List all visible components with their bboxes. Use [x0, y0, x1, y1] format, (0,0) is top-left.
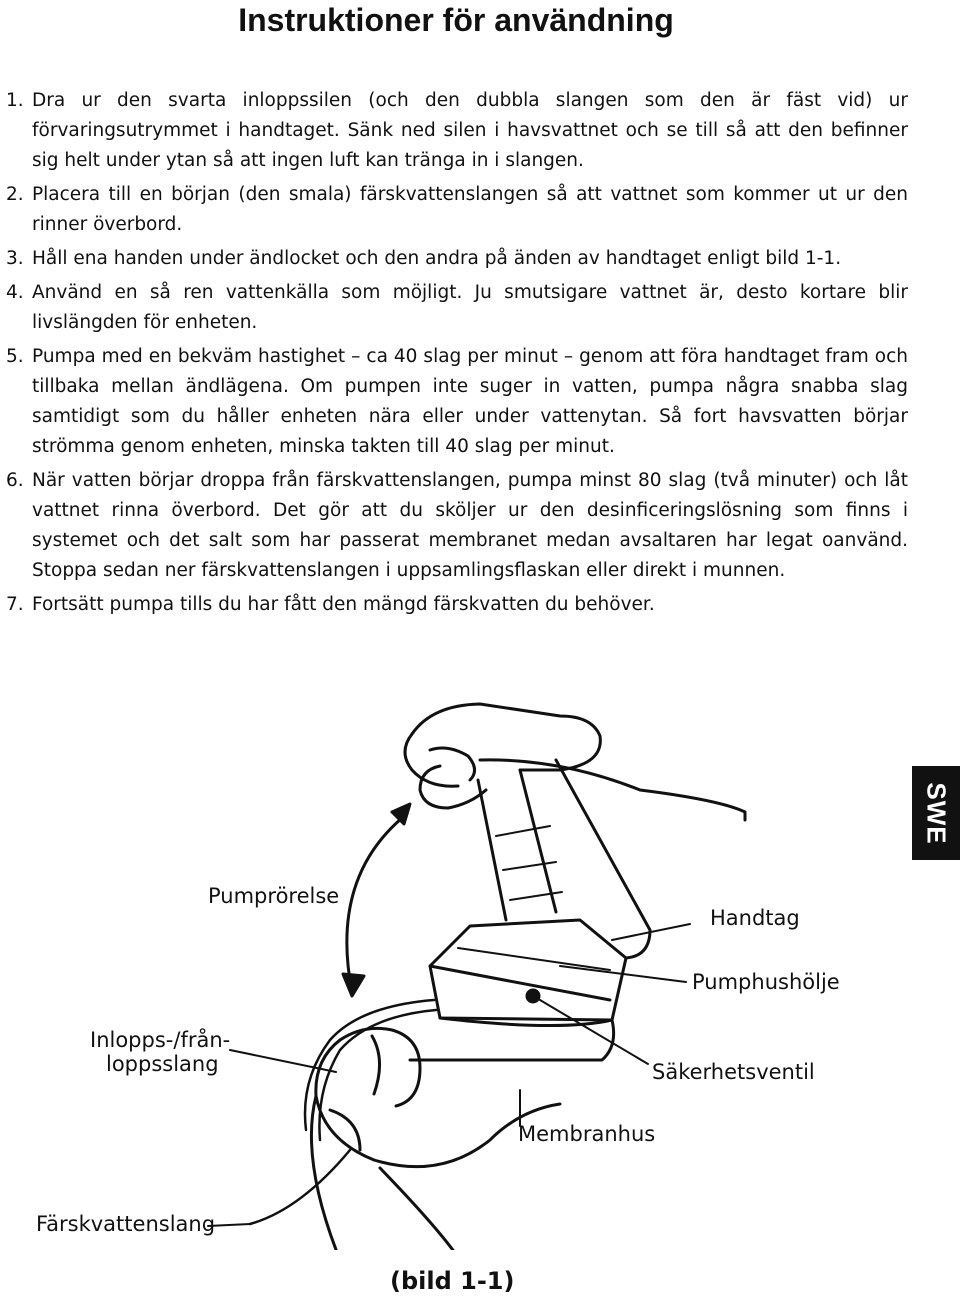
step-number: 7.	[6, 594, 24, 615]
step-text: Dra ur den svarta inloppssilen (och den dubbla slangen som den är fäst vid) ur förvaringsutrymmet i handtaget. Sänk ned silen i havsvattnet och se till så att den befinner sig helt under ytan så att ingen luft kan tränga in i slangen.	[32, 90, 908, 171]
figure-caption: (bild 1-1)	[390, 1267, 515, 1295]
step-text: Placera till en början (den smala) färskvattenslangen så att vattnet som kommer ut ur den rinner överbord.	[32, 184, 908, 235]
label-pump-housing: Pumphushölje	[692, 970, 840, 994]
step-text: Håll ena handen under ändlocket och den andra på änden av handtaget enligt bild 1-1.	[32, 248, 842, 269]
step-text: När vatten börjar droppa från färskvattenslangen, pumpa minst 80 slag (två minuter) och låt vattnet rinna överbord. Det gör att du sköljer ur den desinficeringslösning som finns i systemet och det salt som har passerat membranet medan avsaltaren har legat oanvänd. Stoppa sedan ner färskvattenslangen i uppsamlingsflaskan eller direkt i munnen.	[32, 470, 908, 581]
step-text: Fortsätt pumpa tills du har fått den mängd färskvatten du behöver.	[32, 594, 655, 615]
pump-motion-arrow	[343, 804, 410, 996]
label-safety-valve: Säkerhetsventil	[652, 1060, 815, 1084]
label-inlet-hose-line1: Inlopps-/från-	[90, 1028, 231, 1052]
step-number: 1.	[6, 90, 24, 111]
step-number: 3.	[6, 248, 24, 269]
step-number: 4.	[6, 282, 24, 303]
step-number: 5.	[6, 346, 24, 367]
page-title: Instruktioner för användning	[238, 2, 674, 38]
label-handle: Handtag	[710, 906, 800, 930]
instruction-list	[6, 86, 908, 624]
step-7	[6, 590, 908, 620]
safety-valve-dot	[527, 990, 539, 1002]
step-number: 2.	[6, 184, 24, 205]
upper-hand	[405, 704, 600, 808]
step-5	[6, 342, 908, 462]
pump-housing	[410, 920, 626, 1060]
step-text: Pumpa med en bekväm hastighet – ca 40 slag per minut – genom att föra handtaget fram och tillbaka mellan ändlägena. Om pumpen inte suger in vatten, pumpa några snabba slag samtidigt som du håller enheten nära eller under vattenytan. Så fort havsvatten börjar strömma genom enheten, minska takten till 40 slag per minut.	[32, 346, 908, 457]
language-tab-label: SWE	[921, 781, 952, 845]
label-membrane-housing: Membranhus	[518, 1122, 656, 1146]
hoses	[250, 1000, 436, 1224]
pump-handle	[478, 760, 745, 958]
label-pump-motion: Pumprörelse	[208, 884, 340, 908]
step-3	[6, 244, 908, 274]
label-inlet-hose-line2: loppsslang	[106, 1052, 219, 1076]
step-text: Använd en så ren vattenkälla som möjligt. Ju smutsigare vattnet är, desto kortare blir livslängden för enheten.	[32, 282, 908, 333]
step-2	[6, 180, 908, 240]
step-6	[6, 466, 908, 586]
step-1	[6, 86, 908, 176]
label-freshwater-hose: Färskvattenslang	[36, 1212, 216, 1236]
step-4	[6, 278, 908, 338]
step-number: 6.	[6, 470, 24, 491]
